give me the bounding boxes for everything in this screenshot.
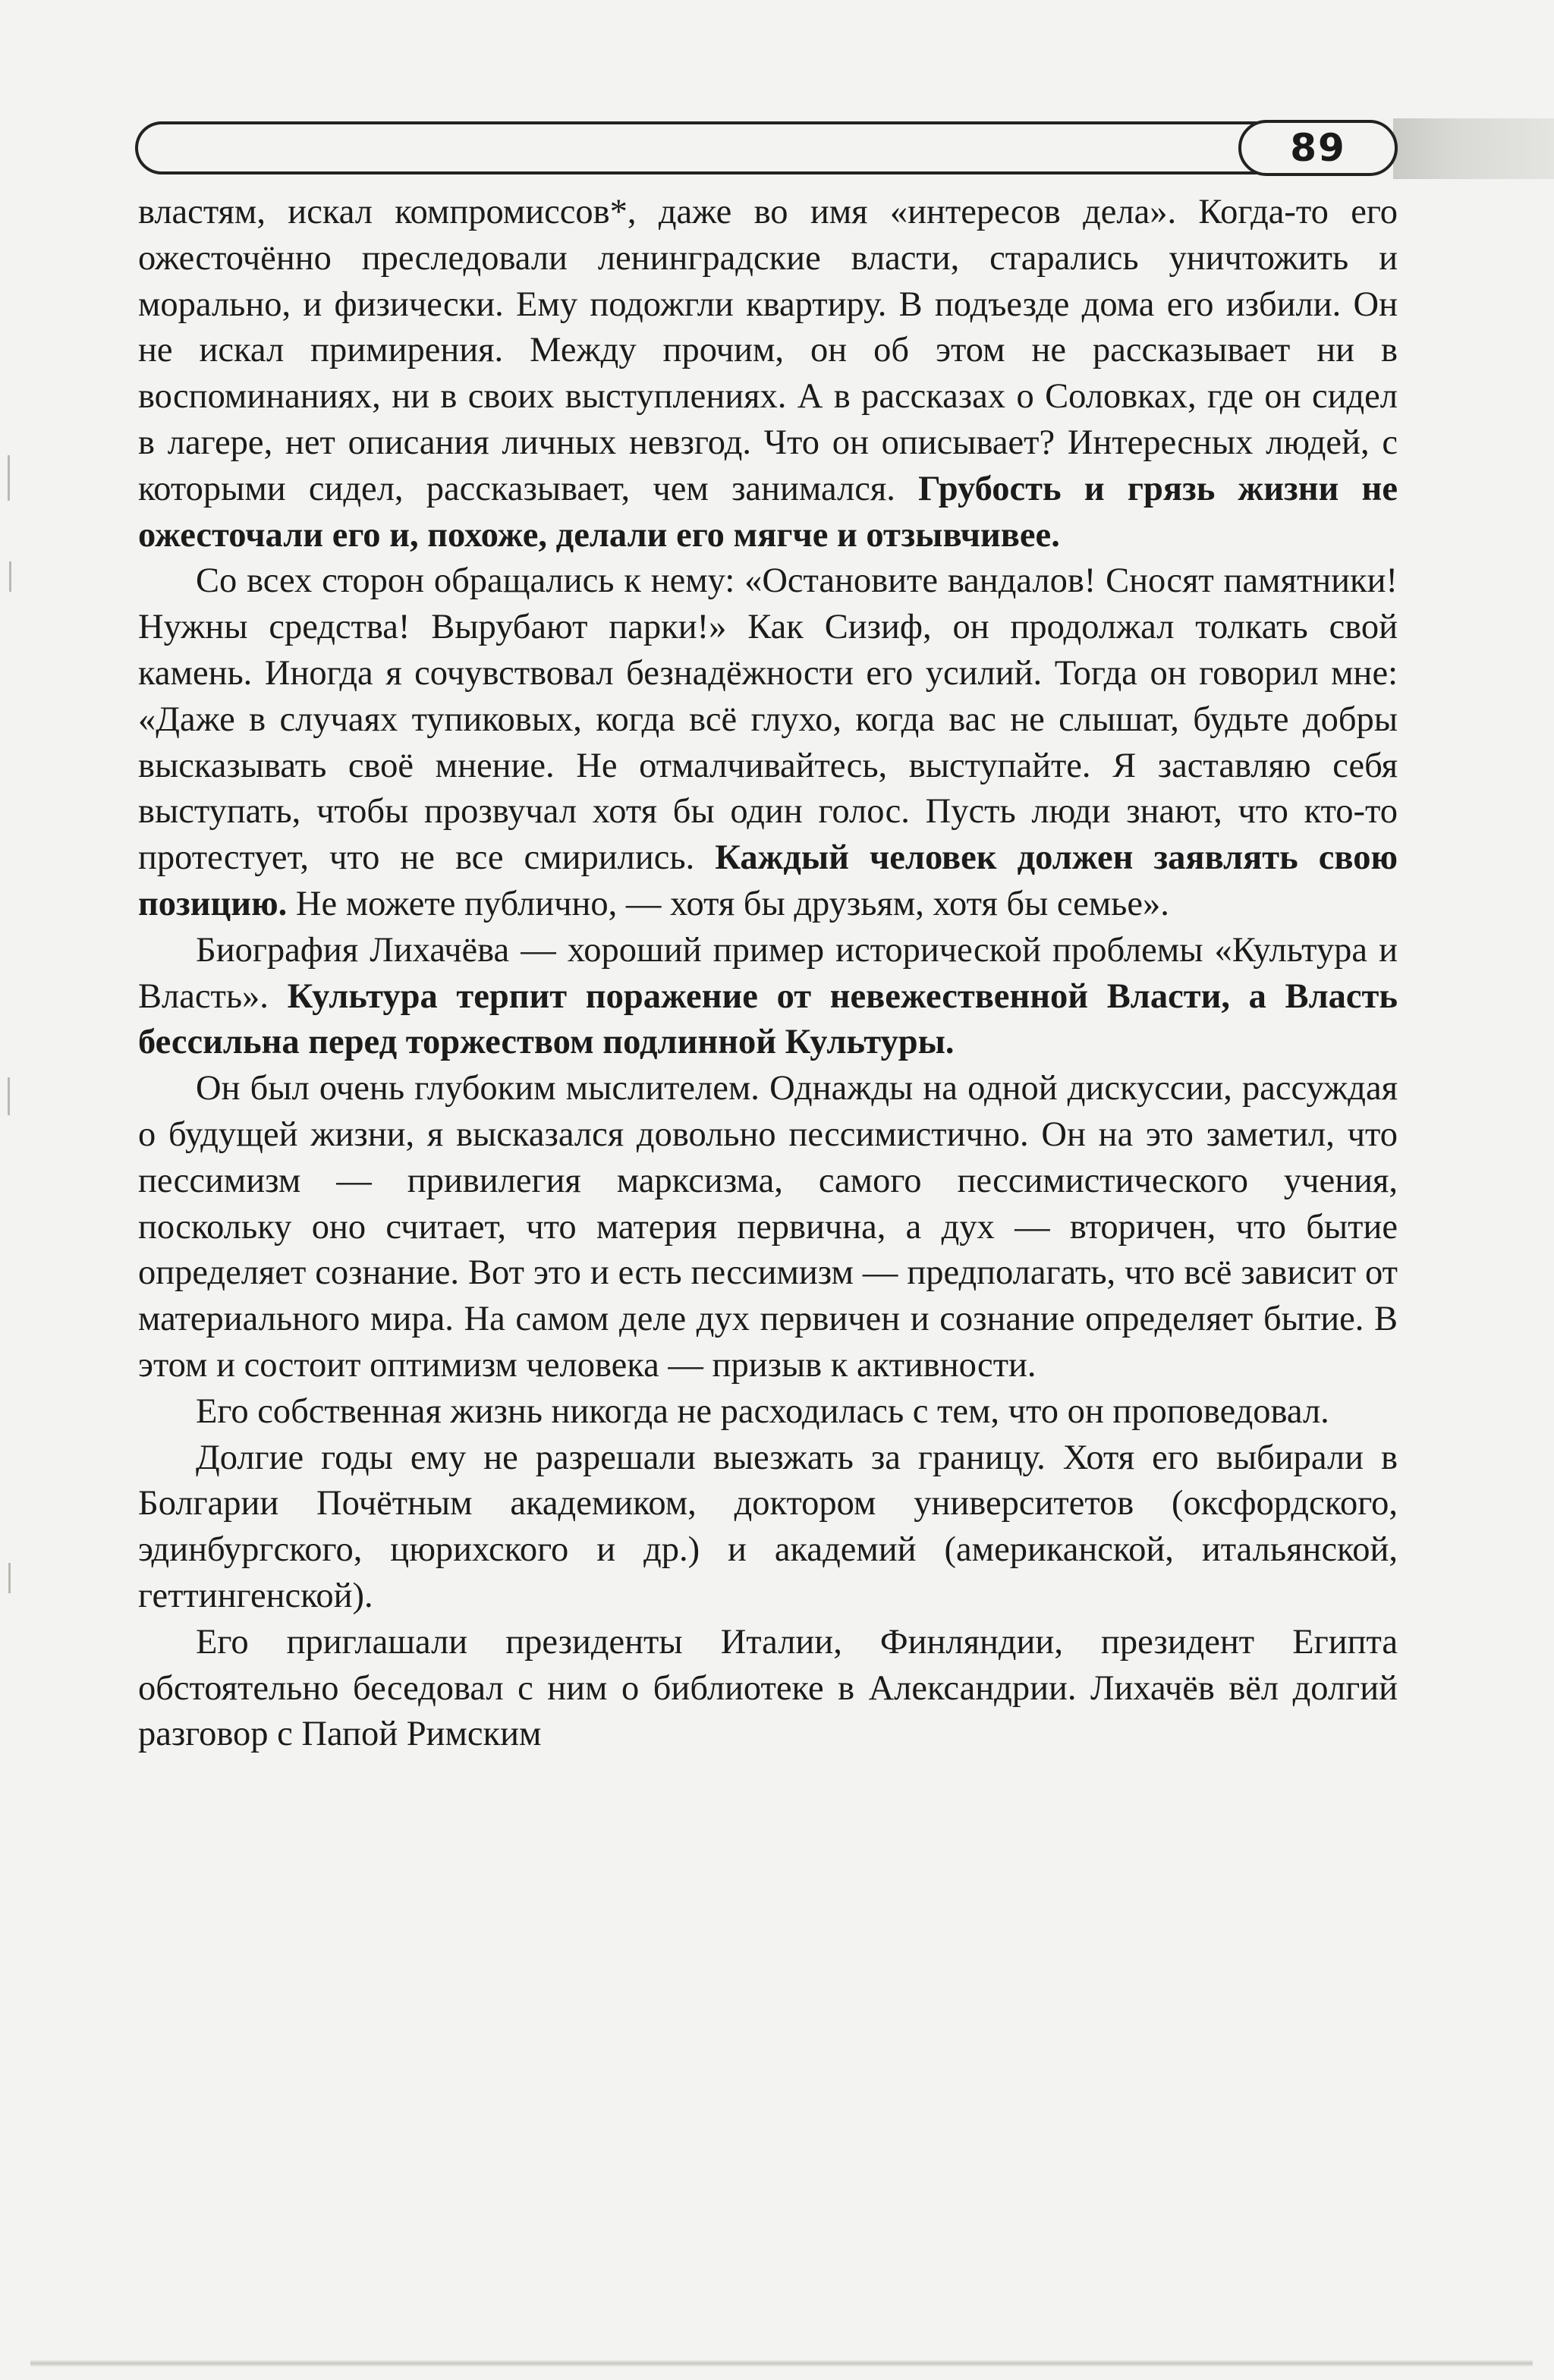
paragraph: [138, 1435, 1398, 1620]
paragraph-text: Его приглашали президенты Италии, Финляндии, президент Египта обстоятельно беседовал с ним о библиотеке в Александрии. Лихачёв вёл долгий разговор с Папой Римским: [138, 1622, 1398, 1754]
paragraph: [138, 928, 1398, 1066]
paragraph: [138, 1389, 1398, 1435]
paragraph-text: Со всех сторон обращались к нему: «Остановите вандалов! Сносят памятники! Нужны средства! Вырубают парки!» Как Сизиф, он продолжал толкать свой камень. Иногда я сочувствовал безнадёжности его усилий. Тогда он говорил мне: «Даже в случаях тупиковых, когда всё глухо, когда вас не слышат, будьте добры высказывать своё мнение. Не отмалчивайтесь, выступайте. Я заставляю себя выступать, чтобы прозвучал хотя бы один голос. Пусть люди знают, что кто-то протестует, что не все смирились.: [138, 561, 1398, 878]
scan-margin-mark: [8, 1077, 10, 1115]
paragraph-text: Он был очень глубоким мыслителем. Однажды на одной дискуссии, рассуждая о будущей жизни, я высказался довольно пессимистично. Он на это заметил, что пессимизм — привилегия марксизма, самого пессимистического учения, поскольку оно считает, что материя первична, а дух — вторичен, что бытие определяет сознание. Вот это и есть пессимизм — предполагать, что всё зависит от материального мира. На самом деле дух первичен и сознание определяет бытие. В этом и состоит оптимизм человека — призыв к активности.: [138, 1069, 1398, 1385]
bold-emphasis-text: Культура терпит поражение от невежественной Власти, а Власть бессильна перед торжеством подлинной Культуры.: [138, 976, 1398, 1062]
paragraph: [138, 1620, 1398, 1758]
paragraph: [138, 558, 1398, 927]
paragraph-text: властям, искал компромиссов*, даже во имя «интересов дела». Когда-то его ожесточённо преследовали ленинградские власти, старались уничтожить и морально, и физически. Ему подожгли квартиру. В подъезде дома его избили. Он не искал примирения. Между прочим, он об этом не рассказывает ни в воспоминаниях, ни в своих выступлениях. А в рассказах о Соловках, где он сидел в лагере, нет описания личных невзгод. Что он описывает? Интересных людей, с которыми сидел, рассказывает, чем занимался.: [138, 193, 1398, 508]
body-text: [138, 190, 1398, 1758]
paragraph-text: Его собственная жизнь никогда не расходилась с тем, что он проповедовал.: [196, 1391, 1329, 1431]
bold-emphasis-text: Каждый человек должен заявлять свою позицию.: [138, 838, 1398, 923]
paragraph-text: Не можете публично, — хотя бы друзьям, хотя бы семье».: [287, 884, 1169, 923]
header-shaded-tab: [1393, 118, 1554, 179]
scan-margin-mark: [8, 1563, 11, 1593]
scan-margin-mark: [9, 561, 11, 592]
page-number: 89: [1238, 120, 1398, 176]
scan-bottom-edge: [30, 2360, 1533, 2367]
paragraph: [138, 190, 1398, 558]
paragraph: [138, 1066, 1398, 1389]
paragraph-text: Долгие годы ему не разрешали выезжать за границу. Хотя его выбирали в Болгарии Почётным академиком, доктором университетов (оксфордского, эдинбургского, цюрихского и др.) и академий (американской, итальянской, геттингенской).: [138, 1438, 1398, 1615]
running-header-rule: [135, 121, 1257, 174]
scan-margin-mark: [8, 455, 10, 501]
paragraph-text: Биография Лихачёва — хороший пример исторической проблемы «Культура и Власть».: [138, 930, 1398, 1016]
bold-emphasis-text: Грубость и грязь жизни не ожесточали его и, похоже, делали его мягче и отзывчивее.: [138, 469, 1398, 555]
